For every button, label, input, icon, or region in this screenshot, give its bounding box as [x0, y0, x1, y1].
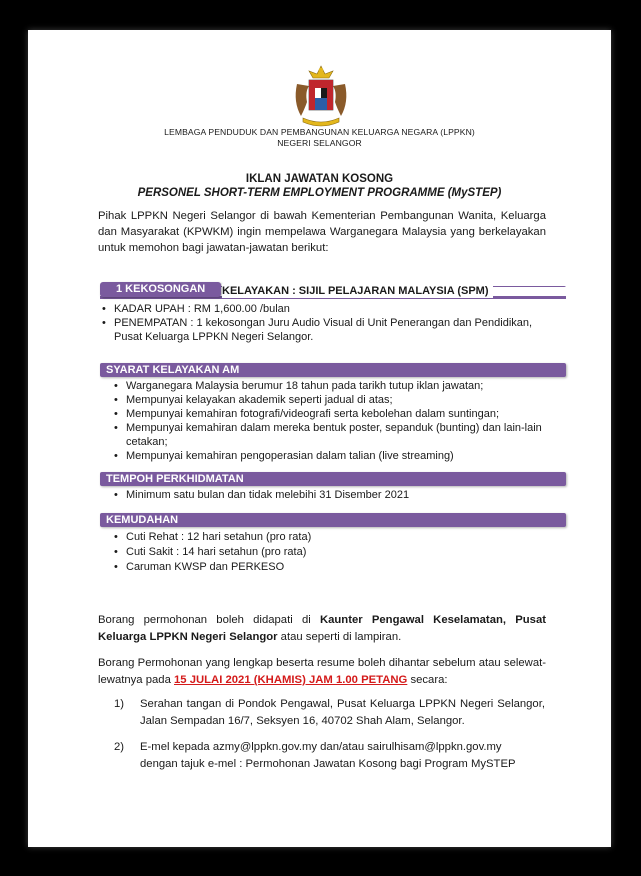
section-title: KEMUDAHAN	[106, 514, 179, 526]
email-line: E-mel kepada azmy@lppkn.gov.my dan/atau sairulhisam@lppkn.gov.my	[140, 741, 502, 753]
deadline-date: 15 JULAI 2021 (KHAMIS) JAM 1.00 PETANG	[174, 674, 408, 686]
list-item: • Caruman KWSP dan PERKESO	[114, 560, 554, 575]
method-hand-delivery: Serahan tangan di Pondok Pengawal, Pusat Keluarga LPPKN Negeri Selangor, Jalan Sempadan 16/7, Seksyen 16, 40702 Shah Alam, Selangor.	[140, 698, 545, 727]
submission-text: Borang Permohonan yang lengkap beserta resume boleh dihantar sebelum atau selewat-lewatnya pada	[98, 657, 546, 686]
list-item: • PENEMPATAN : 1 kekosongan Juru Audio Visual di Unit Penerangan dan Pendidikan, Pusat Keluarga LPPKN Negeri Selangor.	[102, 316, 562, 344]
benefits-header	[100, 513, 566, 527]
qualification-label: KELAYAKAN : SIJIL PELAJARAN MALAYSIA (SPM)	[222, 284, 493, 298]
benefits-list	[114, 530, 554, 575]
vacancy-list	[102, 302, 562, 344]
method-email	[140, 739, 560, 773]
coat-of-arms-emblem	[289, 62, 353, 132]
email-subject-line: dengan tajuk e-mel : Permohonan Jawatan Kosong bagi Program MySTEP	[140, 758, 516, 770]
org-line-1: LEMBAGA PENDUDUK DAN PEMBANGUNAN KELUARGA NEGARA (LPPKN)	[164, 127, 475, 137]
method-number: 2)	[114, 741, 125, 753]
requirements-header	[100, 363, 566, 377]
duration-header	[100, 472, 566, 486]
org-line-2: NEGERI SELANGOR	[277, 138, 362, 148]
organization-name	[28, 127, 611, 149]
page-subtitle: PERSONEL SHORT-TERM EMPLOYMENT PROGRAMME (MySTEP)	[137, 187, 502, 199]
list-item: • Mempunyai kemahiran fotografi/videografi serta kebolehan dalam suntingan;	[114, 407, 554, 421]
form-info-text-end: atau seperti di lampiran.	[277, 631, 402, 643]
submission-paragraph	[98, 655, 546, 689]
document-page	[28, 30, 611, 847]
submission-text-end: secara:	[407, 674, 448, 686]
list-item: • Minimum satu bulan dan tidak melebihi 31 Disember 2021	[114, 488, 554, 502]
section-title: TEMPOH PERKHIDMATAN	[106, 473, 244, 485]
duration-list	[114, 488, 554, 502]
form-availability-paragraph	[98, 612, 546, 646]
intro-paragraph: Pihak LPPKN Negeri Selangor di bawah Kementerian Pembangunan Wanita, Keluarga dan Masyarakat (KPWKM) ingin mempelawa Warganegara Malaysia yang berkelayakan untuk memohon bagi jawatan-jawatan berikut:	[98, 210, 546, 254]
list-item: • KADAR UPAH : RM 1,600.00 /bulan	[102, 302, 562, 316]
list-item: • Mempunyai kemahiran dalam mereka bentuk poster, sepanduk (bunting) dan lain-lain cetakan;	[114, 421, 554, 449]
list-item: • Mempunyai kelayakan akademik seperti jadual di atas;	[114, 393, 554, 407]
list-item: • Cuti Rehat : 12 hari setahun (pro rata)	[114, 530, 554, 545]
list-item: • Warganegara Malaysia berumur 18 tahun pada tarikh tutup iklan jawatan;	[114, 379, 554, 393]
section-title: SYARAT KELAYAKAN AM	[106, 364, 240, 376]
list-item: • Mempunyai kemahiran pengoperasian dalam talian (live streaming)	[114, 449, 554, 463]
page-title: IKLAN JAWATAN KOSONG	[245, 173, 394, 185]
method-number: 1)	[114, 698, 125, 710]
vacancy-count-badge: 1 KEKOSONGAN	[100, 282, 221, 297]
requirements-list	[114, 379, 554, 463]
form-location: Kaunter Pengawal Keselamatan, Pusat Keluarga LPPKN Negeri Selangor	[98, 614, 546, 643]
list-item: • Cuti Sakit : 14 hari setahun (pro rata)	[114, 545, 554, 560]
form-info-text: Borang permohonan boleh didapati di	[98, 614, 320, 626]
